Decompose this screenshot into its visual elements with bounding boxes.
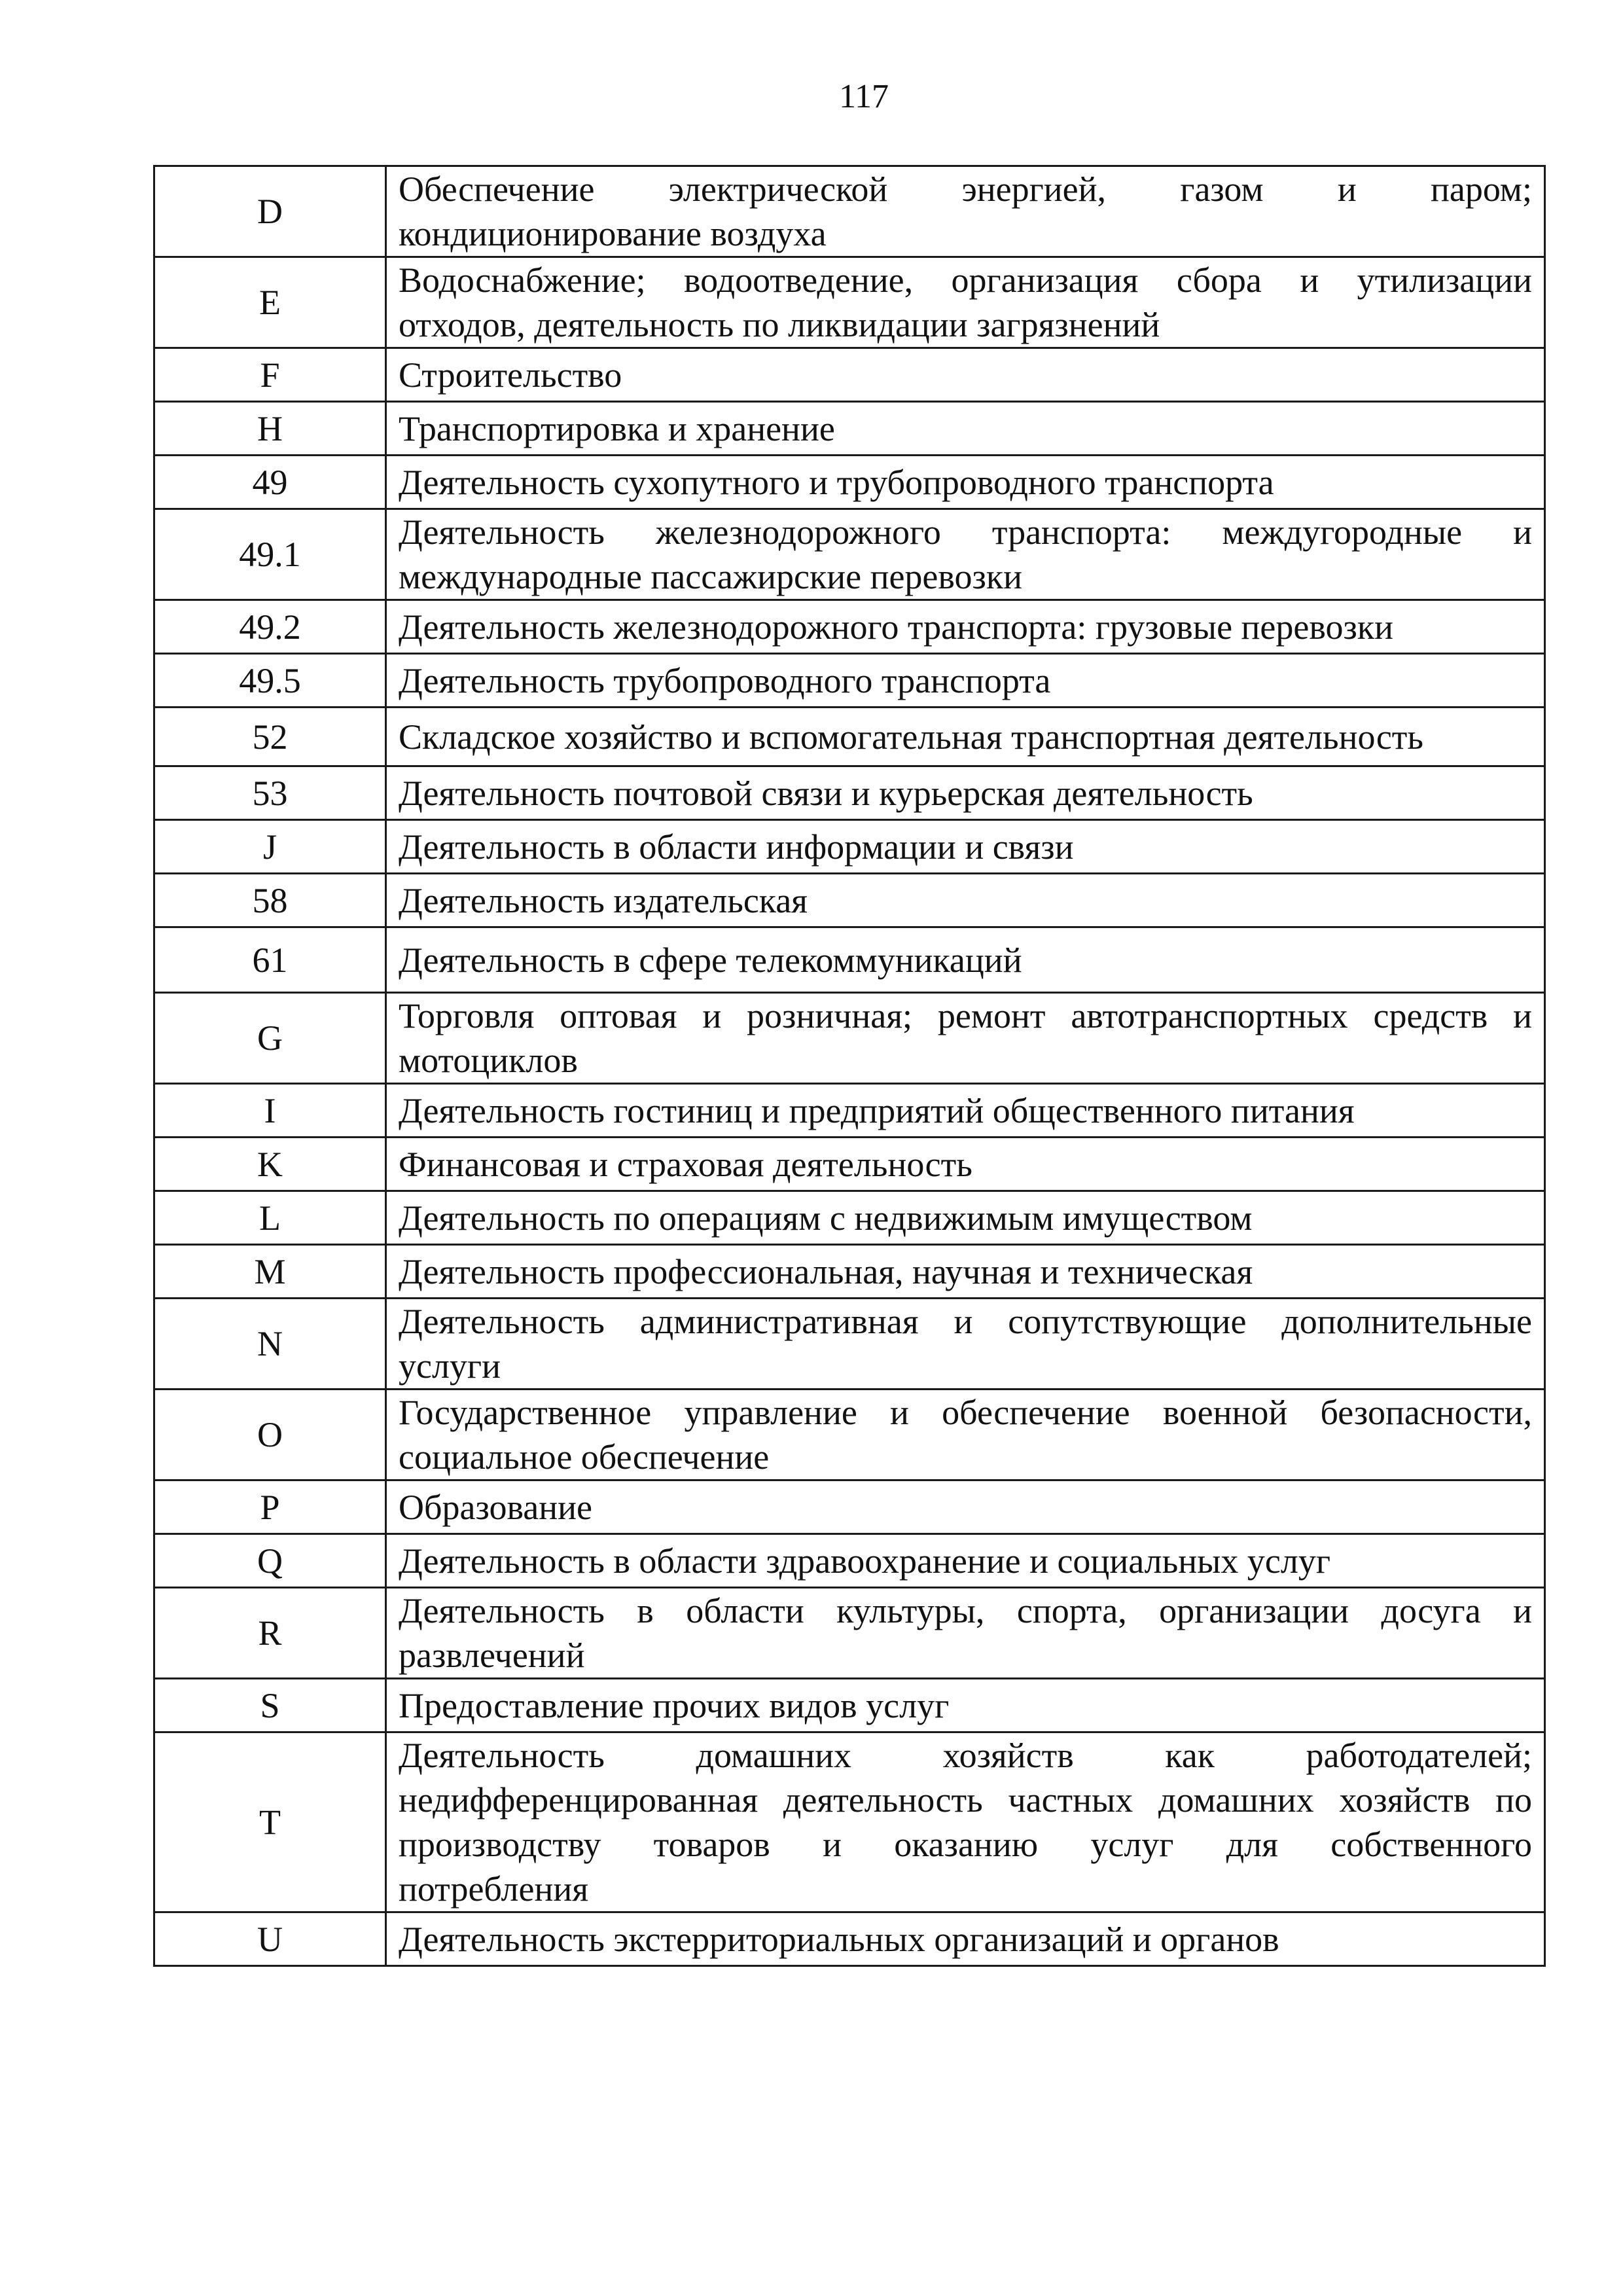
activity-code: M — [154, 1245, 386, 1299]
description-line: Финансовая и страховая деятельность — [399, 1144, 972, 1184]
description-line: Предоставление прочих видов услуг — [399, 1685, 950, 1725]
activity-code: K — [154, 1138, 386, 1191]
activity-description — [386, 1390, 1545, 1480]
table-row — [154, 654, 1545, 708]
activity-description — [386, 1191, 1545, 1245]
table-row — [154, 348, 1545, 402]
description-line: потребления — [399, 1869, 589, 1909]
activity-code: R — [154, 1588, 386, 1679]
table-row — [154, 402, 1545, 456]
activity-description — [386, 820, 1545, 874]
description-line: Водоснабжение; водоотведение, организация сбора и утилизации — [399, 260, 1532, 300]
activity-description — [386, 766, 1545, 820]
description-line: развлечений — [399, 1636, 585, 1675]
description-line: мотоциклов — [399, 1041, 578, 1080]
table-row — [154, 1299, 1545, 1390]
description-line: Торговля оптовая и розничная; ремонт автотранспортных средств и — [399, 996, 1532, 1035]
table-row — [154, 600, 1545, 654]
activity-code: O — [154, 1390, 386, 1480]
table-row — [154, 166, 1545, 257]
table-row — [154, 1912, 1545, 1966]
activity-code: H — [154, 402, 386, 456]
table-row — [154, 1138, 1545, 1191]
description-line: Деятельность в области культуры, спорта, организации досуга и — [399, 1591, 1532, 1630]
description-line: Деятельность административная и сопутствующие дополнительные — [399, 1302, 1532, 1341]
activity-description — [386, 1480, 1545, 1534]
activity-description — [386, 1299, 1545, 1390]
activity-code: E — [154, 257, 386, 348]
table-row — [154, 927, 1545, 993]
description-line: международные пассажирские перевозки — [399, 557, 1022, 596]
table-body — [154, 166, 1545, 1966]
activity-code: 61 — [154, 927, 386, 993]
activity-description — [386, 402, 1545, 456]
table-row — [154, 708, 1545, 766]
description-line: Деятельность домашних хозяйств как работодателей; — [399, 1736, 1532, 1775]
activity-description — [386, 1732, 1545, 1912]
activity-description — [386, 509, 1545, 600]
activity-code: T — [154, 1732, 386, 1912]
activity-code: 49.1 — [154, 509, 386, 600]
description-line: социальное обеспечение — [399, 1437, 770, 1477]
activity-description — [386, 708, 1545, 766]
activity-code: G — [154, 993, 386, 1084]
description-line: недифференцированная деятельность частных домашних хозяйств по — [399, 1780, 1532, 1820]
activity-description — [386, 993, 1545, 1084]
description-line: Деятельность гостиниц и предприятий общественного питания — [399, 1090, 1355, 1130]
activity-description — [386, 874, 1545, 927]
description-line: Деятельность по операциям с недвижимым имуществом — [399, 1198, 1253, 1238]
description-line: Деятельность издательская — [399, 880, 808, 920]
table-row — [154, 1191, 1545, 1245]
activity-description — [386, 1534, 1545, 1588]
activity-description — [386, 1912, 1545, 1966]
description-line: Образование — [399, 1487, 592, 1527]
description-line: Деятельность в сфере телекоммуникаций — [399, 940, 1022, 980]
description-line: Деятельность в области информации и связи — [399, 827, 1074, 867]
description-line: Транспортировка и хранение — [399, 408, 835, 448]
activity-description — [386, 1588, 1545, 1679]
description-line: услуги — [399, 1346, 501, 1386]
description-line: Деятельность почтовой связи и курьерская деятельность — [399, 773, 1253, 813]
description-line: Деятельность трубопроводного транспорта — [399, 660, 1051, 700]
description-line: Деятельность в области здравоохранение и социальных услуг — [399, 1541, 1330, 1581]
table-row — [154, 1534, 1545, 1588]
activity-codes-table — [153, 165, 1546, 1967]
description-line: Деятельность железнодорожного транспорта: междугородные и — [399, 512, 1532, 552]
activity-code: 58 — [154, 874, 386, 927]
description-line: отходов, деятельность по ликвидации загрязнений — [399, 305, 1160, 344]
activity-code: L — [154, 1191, 386, 1245]
description-line: производству товаров и оказанию услуг для собственного — [399, 1825, 1532, 1864]
activity-code: P — [154, 1480, 386, 1534]
description-line: Деятельность железнодорожного транспорта: грузовые перевозки — [399, 607, 1393, 647]
description-line: Обеспечение электрической энергией, газом и паром; — [399, 170, 1532, 209]
page-number: 117 — [838, 78, 889, 115]
table-row — [154, 874, 1545, 927]
activity-description — [386, 456, 1545, 509]
activity-description — [386, 1245, 1545, 1299]
table-row — [154, 456, 1545, 509]
activity-code: 49.5 — [154, 654, 386, 708]
table-row — [154, 1245, 1545, 1299]
activity-code: 53 — [154, 766, 386, 820]
description-line: Строительство — [399, 355, 622, 395]
table-row — [154, 1732, 1545, 1912]
description-line: Деятельность сухопутного и трубопроводного транспорта — [399, 462, 1274, 502]
table-row — [154, 1390, 1545, 1480]
activity-description — [386, 927, 1545, 993]
table-row — [154, 993, 1545, 1084]
activity-code: 52 — [154, 708, 386, 766]
table-row — [154, 257, 1545, 348]
table-row — [154, 820, 1545, 874]
activity-code: 49.2 — [154, 600, 386, 654]
activity-code: 49 — [154, 456, 386, 509]
table-row — [154, 1084, 1545, 1138]
activity-code: Q — [154, 1534, 386, 1588]
activity-code: D — [154, 166, 386, 257]
description-line: Деятельность профессиональная, научная и техническая — [399, 1251, 1253, 1291]
activity-code: J — [154, 820, 386, 874]
description-line: Деятельность экстерриториальных организаций и органов — [399, 1919, 1279, 1959]
activity-code: F — [154, 348, 386, 402]
activity-description — [386, 654, 1545, 708]
activity-description — [386, 1679, 1545, 1732]
table-row — [154, 1679, 1545, 1732]
description-line: Складское хозяйство и вспомогательная транспортная деятельность — [399, 717, 1424, 757]
description-line: Государственное управление и обеспечение военной безопасности, — [399, 1393, 1532, 1432]
activity-code: N — [154, 1299, 386, 1390]
activity-code: U — [154, 1912, 386, 1966]
table-row — [154, 509, 1545, 600]
activity-description — [386, 1138, 1545, 1191]
table-row — [154, 766, 1545, 820]
activity-code: I — [154, 1084, 386, 1138]
activity-description — [386, 257, 1545, 348]
description-line: кондиционирование воздуха — [399, 214, 827, 253]
table-row — [154, 1480, 1545, 1534]
activity-code: S — [154, 1679, 386, 1732]
activity-description — [386, 1084, 1545, 1138]
activity-description — [386, 600, 1545, 654]
activity-description — [386, 166, 1545, 257]
activity-description — [386, 348, 1545, 402]
table-row — [154, 1588, 1545, 1679]
